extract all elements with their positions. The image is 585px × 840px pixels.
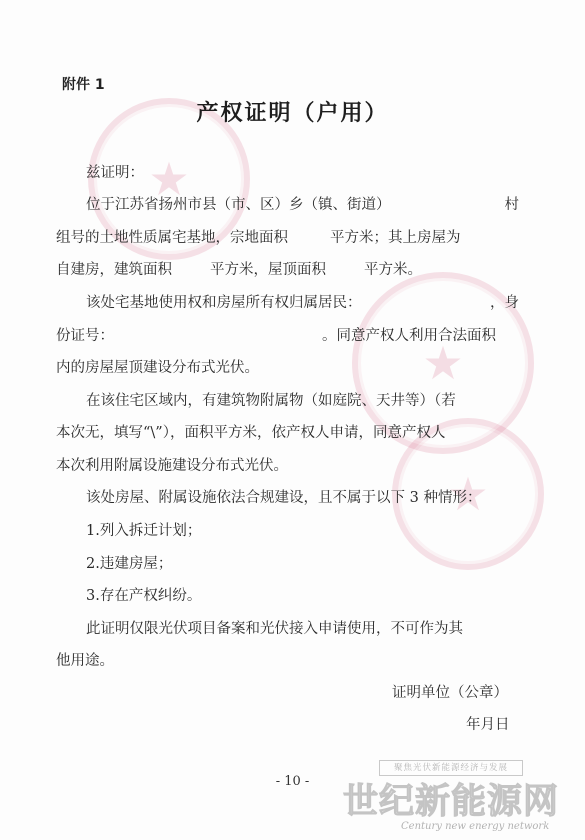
paragraph-1-line-3 <box>56 258 422 282</box>
paragraph-1-line-1 <box>56 193 519 217</box>
seal-star-icon: ★ <box>422 336 464 390</box>
date-label: 年月日 <box>466 717 510 733</box>
page-number: - 10 - <box>275 774 310 789</box>
paragraph-3-line-3: 本次利用附属设施建设分布式光伏。 <box>56 458 288 474</box>
watermark-english: Century new energy network <box>401 821 550 832</box>
salutation: 兹证明： <box>86 165 144 181</box>
list-item-1: 1.列入拆迁计划； <box>86 523 202 539</box>
list-item-2: 2.违建房屋； <box>86 556 173 572</box>
land-area-text: 组号的土地性质属宅基地，宗地面积 <box>56 230 288 246</box>
roof-area-text: 平方米，屋顶面积 <box>210 262 326 278</box>
watermark-logo-text: 世纪新能源网 <box>343 782 560 822</box>
seal-star-icon: ★ <box>447 467 489 521</box>
consent-text: 。同意产权人利用合法面积 <box>322 328 496 344</box>
house-text: 平方米；其上房屋为 <box>330 230 461 246</box>
location-text: 位于江苏省扬州市县（市、区）乡（镇、街道） <box>86 197 391 213</box>
watermark-tagline: 聚焦光伏新能源经济与发展 <box>379 760 523 776</box>
building-area-text: 自建房，建筑面积 <box>56 262 172 278</box>
paragraph-1-line-2 <box>56 226 461 250</box>
seal-star-icon: ★ <box>148 152 190 206</box>
list-item-3: 3.存在产权纠纷。 <box>86 588 202 604</box>
id-prefix-text: ，身 <box>490 295 519 311</box>
unit-text: 平方米。 <box>364 262 422 278</box>
paragraph-4-line-1: 该处房屋、附属设施依法合规建设，且不属于以下 3 种情形： <box>86 490 482 506</box>
owner-text: 该处宅基地使用权和房屋所有权归属居民： <box>86 295 362 311</box>
paragraph-5-line-1: 此证明仅限光伏项目备案和光伏接入申请使用，不可作为其 <box>86 621 463 637</box>
village-text: 村 <box>504 197 519 213</box>
paragraph-3-line-1: 在该住宅区域内，有建筑物附属物（如庭院、天井等）（若 <box>86 393 456 409</box>
paragraph-2-line-1 <box>56 291 519 315</box>
attachment-label: 附件 1 <box>62 77 105 93</box>
paragraph-2-line-3: 内的房屋屋顶建设分布式光伏。 <box>56 360 259 376</box>
paragraph-3-line-2: 本次无，填写“\”），面积平方米，依产权人申请，同意产权人 <box>56 425 446 441</box>
id-number-label: 份证号： <box>56 328 114 344</box>
paragraph-2-line-2 <box>56 324 496 348</box>
watermark <box>335 760 565 836</box>
document-title: 产权证明（户用） <box>196 100 389 126</box>
certifying-unit-label: 证明单位（公章） <box>392 685 508 701</box>
paragraph-5-line-2: 他用途。 <box>56 653 114 669</box>
